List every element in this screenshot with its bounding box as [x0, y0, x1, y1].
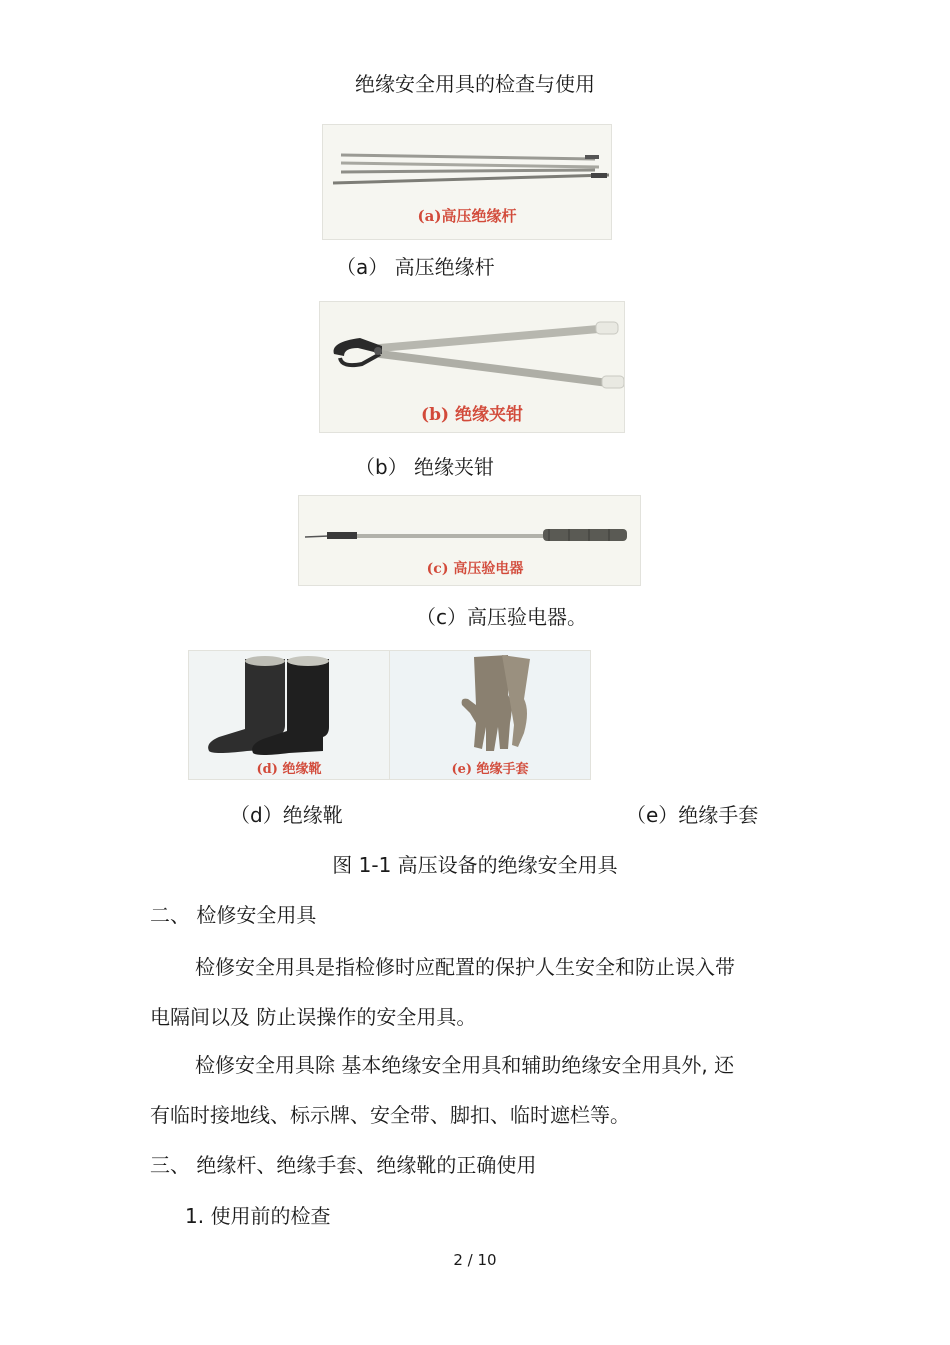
photo-label-a: (a)高压绝缘杆	[417, 207, 517, 225]
photo-label-b: (b) 绝缘夹钳	[421, 405, 523, 425]
page-number: 2 / 10	[453, 1251, 497, 1269]
caption-c: （c）高压验电器。	[416, 605, 587, 629]
list-item-1: 1. 使用前的检查	[185, 1204, 331, 1228]
caption-d: （d）绝缘靴	[230, 803, 343, 827]
section-heading-3: 三、 绝缘杆、绝缘手套、绝缘靴的正确使用	[150, 1153, 537, 1177]
paragraph-2-line-2: 有临时接地线、标示牌、安全带、脚扣、临时遮栏等。	[150, 1103, 630, 1127]
caption-b: （b） 绝缘夹钳	[355, 455, 495, 479]
paragraph-1-line-1: 检修安全用具是指检修时应配置的保护人生安全和防止误入带	[195, 955, 735, 979]
photo-label-c: (c) 高压验电器	[426, 561, 524, 577]
paragraph-1-line-2: 电隔间以及 防止误操作的安全用具。	[150, 1005, 477, 1029]
caption-a: （a） 高压绝缘杆	[336, 255, 495, 279]
insulating-gloves-photo	[389, 650, 591, 780]
page-title: 绝缘安全用具的检查与使用	[355, 72, 595, 96]
insulating-boots-photo	[188, 650, 391, 780]
figure-caption: 图 1-1 高压设备的绝缘安全用具	[332, 853, 618, 877]
photo-label-e: (e) 绝缘手套	[451, 762, 529, 777]
insulating-rod-photo	[322, 124, 612, 240]
caption-e: （e）绝缘手套	[626, 803, 759, 827]
voltage-detector-photo	[298, 495, 641, 586]
section-heading-2: 二、 检修安全用具	[150, 903, 317, 927]
photo-label-d: (d) 绝缘靴	[256, 762, 322, 777]
insulating-pliers-photo	[319, 301, 625, 433]
paragraph-2-line-1: 检修安全用具除 基本绝缘安全用具和辅助绝缘安全用具外, 还	[195, 1053, 735, 1077]
